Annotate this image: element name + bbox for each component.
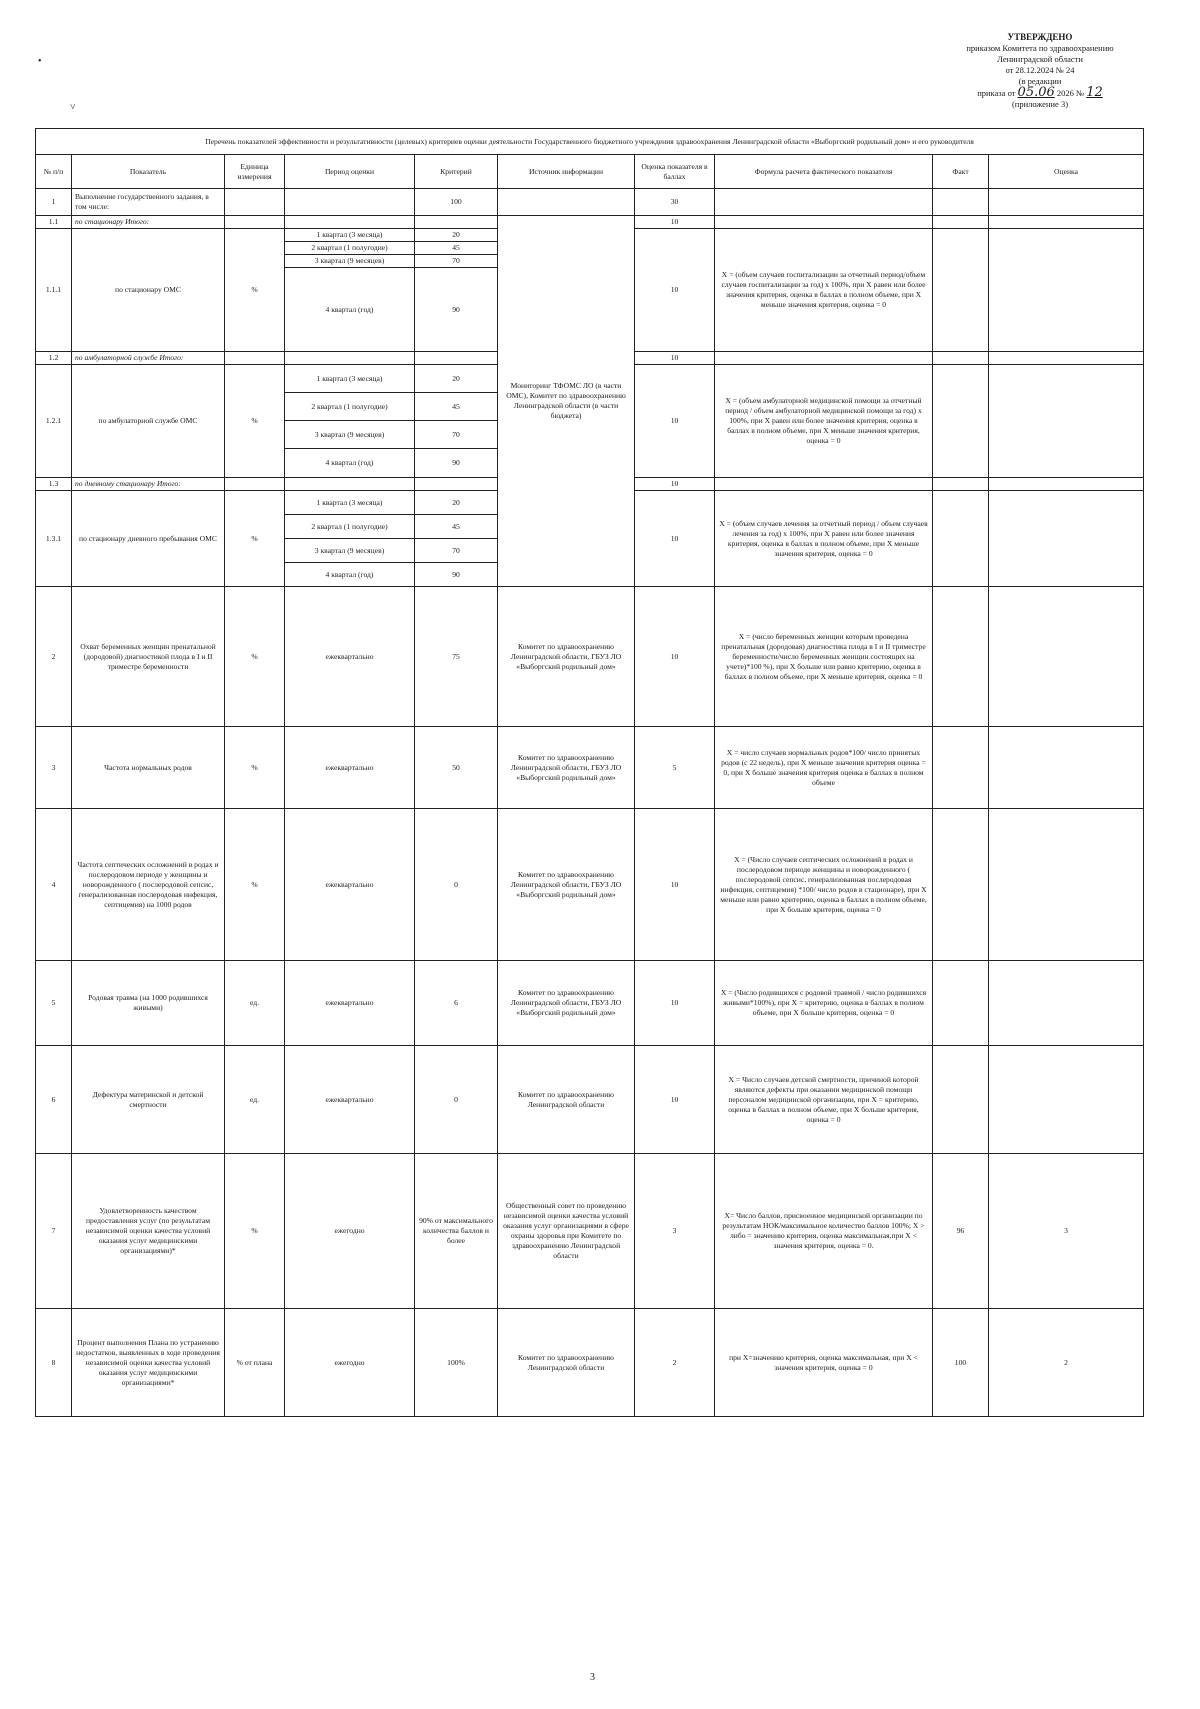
cell-period: 4 квартал (год) (285, 449, 415, 478)
cell-score: 3 (635, 1154, 715, 1309)
cell-score: 30 (635, 189, 715, 216)
cell-criterion: 90% от максимального количества баллов и более (415, 1154, 498, 1309)
order-number-handwritten: 12 (1086, 85, 1103, 100)
cell-unit (225, 216, 285, 229)
cell-formula: Х = (Число родившихся с родовой травмой / число родившихся живыми*100%), при Х = критерию, оценка в баллах в полном объеме, при Х больше критерия, оценка = 0 (715, 961, 933, 1046)
approval-title: УТВЕРЖДЕНО (1007, 32, 1073, 42)
cell-criterion: 20 (415, 365, 498, 393)
cell-source-shared: Мониторинг ТФОМС ЛО (в части ОМС), Комитет по здравоохранению Ленинградской области (в части бюджета) (498, 216, 635, 587)
cell-period: 2 квартал (1 полугодие) (285, 393, 415, 421)
cell-num: 1.3.1 (36, 491, 72, 587)
cell-unit: ед. (225, 961, 285, 1046)
table-row (36, 727, 1144, 809)
header-indicator: Показатель (72, 155, 225, 189)
header-fact: Факт (933, 155, 989, 189)
cell-score: 10 (635, 809, 715, 961)
approval-line: от 28.12.2024 № 24 (1005, 65, 1075, 75)
cell-period: 1 квартал (3 месяца) (285, 229, 415, 242)
cell-fact (933, 809, 989, 961)
cell-rating (989, 961, 1144, 1046)
cell-unit: % (225, 1154, 285, 1309)
cell-unit: % (225, 365, 285, 478)
cell-indicator: по амбулаторной службе ОМС (72, 365, 225, 478)
cell-formula (715, 216, 933, 229)
scan-mark: ˅ (70, 102, 76, 113)
cell-unit: % (225, 491, 285, 587)
cell-fact (933, 491, 989, 587)
header-source: Источник информации (498, 155, 635, 189)
cell-criterion: 0 (415, 809, 498, 961)
cell-score: 10 (635, 491, 715, 587)
header-unit: Единица измерения (225, 155, 285, 189)
cell-period: ежегодно (285, 1309, 415, 1417)
cell-rating: 2 (989, 1309, 1144, 1417)
cell-criterion: 90 (415, 563, 498, 587)
cell-indicator: Родовая травма (на 1000 родившихся живыми) (72, 961, 225, 1046)
cell-period: 3 квартал (9 месяцев) (285, 255, 415, 268)
cell-period: 3 квартал (9 месяцев) (285, 421, 415, 449)
cell-rating (989, 352, 1144, 365)
cell-unit: ед. (225, 1046, 285, 1154)
cell-score: 10 (635, 478, 715, 491)
table-header-row (36, 155, 1144, 189)
cell-unit: % (225, 809, 285, 961)
cell-rating (989, 478, 1144, 491)
header-rating: Оценка (989, 155, 1144, 189)
cell-fact (933, 189, 989, 216)
cell-unit (225, 352, 285, 365)
table-row (36, 1046, 1144, 1154)
cell-criterion: 90 (415, 449, 498, 478)
cell-criterion: 45 (415, 242, 498, 255)
cell-formula: Х = (объем случаев лечения за отчетный период / объем случаев лечения за год) х 100%, при Х равен или более значения критерия, оценка в баллах в полном объеме, при Х меньше значения критерия, оценка = 0 (715, 491, 933, 587)
cell-criterion: 20 (415, 491, 498, 515)
cell-period: 1 квартал (3 месяца) (285, 365, 415, 393)
cell-unit (225, 478, 285, 491)
page-number: 3 (590, 1672, 595, 1683)
cell-indicator: по амбулаторной службе Итого: (72, 352, 225, 365)
cell-criterion: 0 (415, 1046, 498, 1154)
approval-stamp (940, 32, 1140, 110)
approval-line: (в редакции (1018, 76, 1062, 86)
cell-indicator: Дефектура материнской и детской смертности (72, 1046, 225, 1154)
cell-criterion: 45 (415, 393, 498, 421)
cell-score: 10 (635, 961, 715, 1046)
cell-formula (715, 189, 933, 216)
cell-criterion: 6 (415, 961, 498, 1046)
cell-criterion (415, 478, 498, 491)
cell-num: 4 (36, 809, 72, 961)
cell-formula (715, 478, 933, 491)
cell-criterion: 75 (415, 587, 498, 727)
cell-rating: 3 (989, 1154, 1144, 1309)
cell-fact: 100 (933, 1309, 989, 1417)
cell-fact (933, 478, 989, 491)
header-score: Оценка показателя в баллах (635, 155, 715, 189)
table-caption: Перечень показателей эффективности и результативности (целевых) критериев оценки деятельности Государственного бюджетного учреждения здравоохранения Ленинградской области «Выборгский родильный дом» и его руководителя (36, 129, 1144, 155)
cell-period: 4 квартал (год) (285, 563, 415, 587)
cell-period: ежеквартально (285, 587, 415, 727)
cell-period: 1 квартал (3 месяца) (285, 491, 415, 515)
cell-score: 2 (635, 1309, 715, 1417)
order-date-handwritten: 05.06 (1017, 85, 1055, 100)
cell-criterion: 100 (415, 189, 498, 216)
cell-num: 5 (36, 961, 72, 1046)
table-row (36, 1309, 1144, 1417)
table-row (36, 809, 1144, 961)
cell-rating (989, 1046, 1144, 1154)
cell-criterion: 45 (415, 515, 498, 539)
table-row (36, 216, 1144, 229)
cell-source: Комитет по здравоохранению Ленинградской области, ГБУЗ ЛО «Выборгский родильный дом» (498, 809, 635, 961)
cell-period: ежеквартально (285, 727, 415, 809)
approval-line: Ленинградской области (997, 54, 1083, 64)
cell-criterion (415, 216, 498, 229)
cell-source: Комитет по здравоохранению Ленинградской области, ГБУЗ ЛО «Выборгский родильный дом» (498, 961, 635, 1046)
cell-period (285, 478, 415, 491)
cell-period: 4 квартал (год) (285, 268, 415, 352)
cell-period: ежегодно (285, 1154, 415, 1309)
cell-source (498, 189, 635, 216)
cell-score: 5 (635, 727, 715, 809)
cell-criterion: 100% (415, 1309, 498, 1417)
cell-score: 10 (635, 365, 715, 478)
criteria-table (35, 128, 1144, 1417)
cell-indicator: по дневному стационару Итого: (72, 478, 225, 491)
cell-num: 1.2 (36, 352, 72, 365)
cell-indicator: по стационару Итого: (72, 216, 225, 229)
table-caption-row (36, 129, 1144, 155)
cell-indicator: Процент выполнения Плана по устранению недостатков, выявленных в ходе проведения независимой оценки качества условий оказания услуг медицинскими организациями* (72, 1309, 225, 1417)
cell-num: 1 (36, 189, 72, 216)
table-row (36, 587, 1144, 727)
cell-score: 10 (635, 1046, 715, 1154)
cell-unit (225, 189, 285, 216)
cell-indicator: Удовлетворенность качеством предоставления услуг (по результатам независимой оценки качества условий оказания услуг медицинскими организациями)* (72, 1154, 225, 1309)
cell-fact: 96 (933, 1154, 989, 1309)
cell-criterion (415, 352, 498, 365)
cell-num: 7 (36, 1154, 72, 1309)
cell-rating (989, 365, 1144, 478)
cell-rating (989, 216, 1144, 229)
cell-unit: % (225, 727, 285, 809)
approval-line: (приложение 3) (1011, 99, 1069, 109)
table-row (36, 1154, 1144, 1309)
cell-rating (989, 587, 1144, 727)
cell-indicator: Выполнение государственного задания, в том числе: (72, 189, 225, 216)
cell-formula: Х = (объем амбулаторной медицинской помощи за отчетный период / объем амбулаторной медицинской помощи за год) х 100%, при Х равен или более значения критерия, оценка в баллах в полном объеме, при Х меньше значения критерия, оценка = 0 (715, 365, 933, 478)
cell-unit: % от плана (225, 1309, 285, 1417)
header-period: Период оценки (285, 155, 415, 189)
cell-formula: Х = число случаев нормальных родов*100/ число принятых родов (с 22 недель), при Х меньше значения критерия оценка = 0, при Х больше значения критерия оценка в баллах в полном объеме (715, 727, 933, 809)
header-formula: Формула расчета фактического показателя (715, 155, 933, 189)
table-row (36, 189, 1144, 216)
cell-formula (715, 352, 933, 365)
cell-rating (989, 809, 1144, 961)
table-row (36, 961, 1144, 1046)
cell-fact (933, 216, 989, 229)
cell-fact (933, 229, 989, 352)
cell-fact (933, 365, 989, 478)
cell-rating (989, 491, 1144, 587)
cell-formula: при Х=значению критерия, оценка максимальная, при Х < значения критерия, оценка = 0 (715, 1309, 933, 1417)
cell-fact (933, 352, 989, 365)
cell-rating (989, 727, 1144, 809)
cell-source: Комитет по здравоохранению Ленинградской области (498, 1309, 635, 1417)
cell-formula: Х = (объем случаев госпитализации за отчетный период/объем случаев госпитализации за год) х 100%, при Х равен или более значения критерия, оценка в баллах в полном объеме, при Х меньше значения критерия, оценка = 0 (715, 229, 933, 352)
cell-fact (933, 961, 989, 1046)
cell-num: 1.1 (36, 216, 72, 229)
cell-period: 2 квартал (1 полугодие) (285, 515, 415, 539)
cell-indicator: Частота септических осложнений в родах и послеродовом периоде у женщины и новорожденного ( послеродовой сепсис, генерализованная послеродовая инфекция, септицемия) на 1000 родов (72, 809, 225, 961)
cell-criterion: 20 (415, 229, 498, 242)
cell-num: 6 (36, 1046, 72, 1154)
cell-criterion: 70 (415, 255, 498, 268)
cell-period: ежеквартально (285, 961, 415, 1046)
cell-criterion: 70 (415, 421, 498, 449)
cell-score: 10 (635, 229, 715, 352)
cell-period: 2 квартал (1 полугодие) (285, 242, 415, 255)
cell-formula: Х = Число случаев детской смертности, причиной которой являются дефекты при оказании медицинской помощи персоналом медицинской организации, при Х = критерию, оценка в баллах в полном объеме, при Х больше критерия, оценка = 0 (715, 1046, 933, 1154)
cell-fact (933, 1046, 989, 1154)
header-num: № п/п (36, 155, 72, 189)
cell-criterion: 50 (415, 727, 498, 809)
cell-formula: Х = (Число случаев септических осложнений в родах и послеродовом периоде женщины и новорожденного ( послеродовой сепсис, генерализованная послеродовая инфекция, септицемия) *100/ число родов в стационаре), при Х меньше или равно критерию, оценка в баллах в полном объеме, при Х больше критерия, оценка = 0 (715, 809, 933, 961)
cell-period (285, 189, 415, 216)
approval-order-line (940, 87, 1140, 99)
cell-fact (933, 727, 989, 809)
order-prefix: приказа от (977, 88, 1016, 98)
cell-period (285, 216, 415, 229)
cell-num: 1.1.1 (36, 229, 72, 352)
scan-dot: • (38, 56, 42, 67)
cell-indicator: по стационару дневного пребывания ОМС (72, 491, 225, 587)
cell-formula: Х = (число беременных женщин которым проведена пренатальная (дородовая) диагностика плода в I и II триместре беременности/число беременных женщин состоящих на учете)*100 %), при Х больше или равно критерию, оценка в баллах в полном объеме, при Х меньше критерия, оценка = 0 (715, 587, 933, 727)
cell-criterion: 90 (415, 268, 498, 352)
cell-rating (989, 229, 1144, 352)
cell-period: ежеквартально (285, 1046, 415, 1154)
cell-formula: Х= Число баллов, присвоенное медицинской организации по результатам НОК/максимальное количество баллов 100%; Х > либо = значению критерия, оценка максимальная,при Х < значения критерия, оценка = 0. (715, 1154, 933, 1309)
approval-line: приказом Комитета по здравоохранению (966, 43, 1114, 53)
cell-num: 2 (36, 587, 72, 727)
cell-score: 10 (635, 352, 715, 365)
cell-rating (989, 189, 1144, 216)
cell-criterion: 70 (415, 539, 498, 563)
cell-unit: % (225, 587, 285, 727)
cell-fact (933, 587, 989, 727)
header-criterion: Критерий (415, 155, 498, 189)
cell-source: Комитет по здравоохранению Ленинградской области, ГБУЗ ЛО «Выборгский родильный дом» (498, 587, 635, 727)
cell-num: 8 (36, 1309, 72, 1417)
cell-score: 10 (635, 216, 715, 229)
cell-num: 1.2.1 (36, 365, 72, 478)
cell-source: Общественный совет по проведению независимой оценки качества условий оказания услуг организациями в сфере охраны здоровья при Комитете по здравоохранению Ленинградской области (498, 1154, 635, 1309)
cell-source: Комитет по здравоохранению Ленинградской области (498, 1046, 635, 1154)
cell-period: 3 квартал (9 месяцев) (285, 539, 415, 563)
cell-num: 1.3 (36, 478, 72, 491)
cell-indicator: Охват беременных женщин пренатальной (дородовой) диагностикой плода в I и II триместре беременности (72, 587, 225, 727)
order-year: 2026 № (1056, 88, 1085, 98)
cell-period (285, 352, 415, 365)
cell-indicator: Частота нормальных родов (72, 727, 225, 809)
cell-num: 3 (36, 727, 72, 809)
cell-score: 10 (635, 587, 715, 727)
cell-source: Комитет по здравоохранению Ленинградской области, ГБУЗ ЛО «Выборгский родильный дом» (498, 727, 635, 809)
cell-unit: % (225, 229, 285, 352)
cell-period: ежеквартально (285, 809, 415, 961)
cell-indicator: по стационару ОМС (72, 229, 225, 352)
